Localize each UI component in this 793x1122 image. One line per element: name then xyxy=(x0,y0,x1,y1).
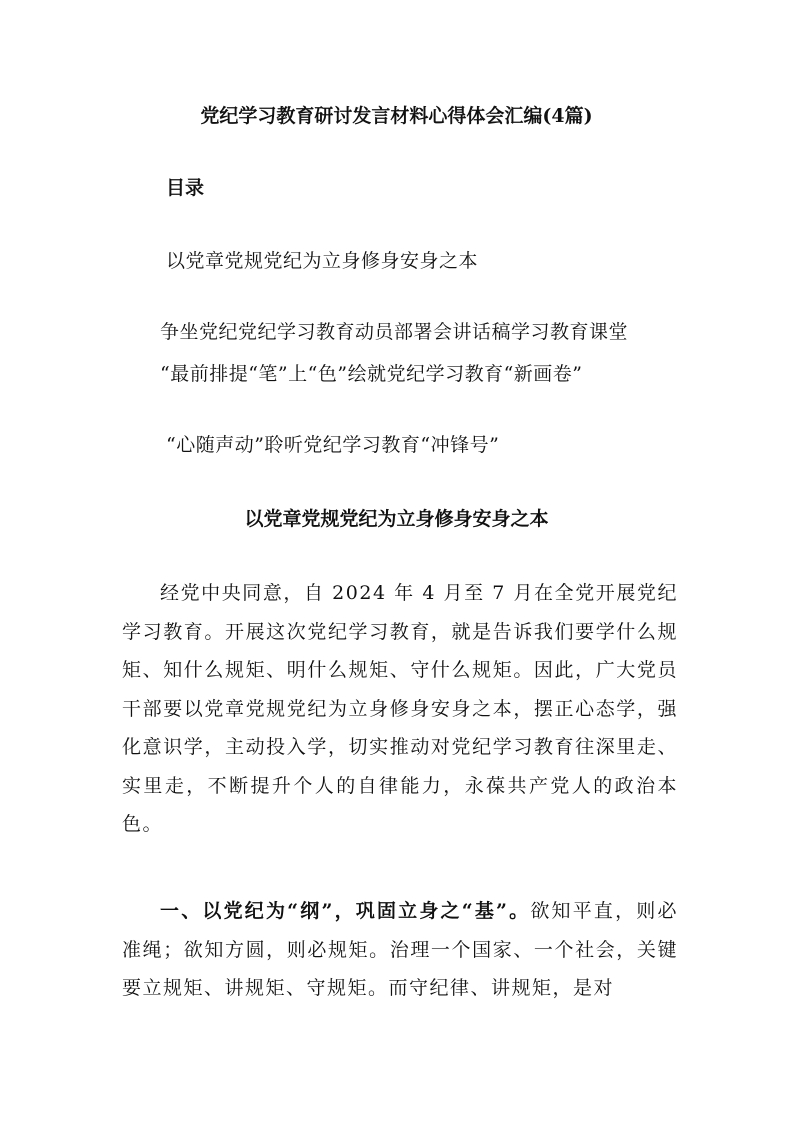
toc-item: “最前排提“笔”上“色”绘就党纪学习教育“新画卷” xyxy=(160,363,583,385)
body-paragraph: 经党中央同意，自 2024 年 4 月至 7 月在全党开展党纪学习教育。开展这次党纪学习教育，就是告诉我们要学什么规矩、知什么规矩、明什么规矩、守什么规矩。因此，广大党员干部要以党章党规党纪为立身修身安身之本，摆正心态学，强化意识学，主动投入学，切实推动对党纪学习教育往深里走、实里走，不断提升个人的自律能力，永葆共产党人的政治本色。 xyxy=(122,582,678,835)
toc-heading: 目录 xyxy=(166,177,205,199)
section-title: 以党章党规党纪为立身修身安身之本 xyxy=(244,508,549,530)
toc-item: 以党章党规党纪为立身修身安身之本 xyxy=(166,250,479,272)
paragraph-heading: 一、以党纪为“纲”，巩固立身之“基”。 xyxy=(160,900,531,922)
document-title: 党纪学习教育研讨发言材料心得体会汇编(4篇) xyxy=(200,105,593,127)
toc-item: 争坐党纪党纪学习教育动员部署会讲话稿学习教育课堂 xyxy=(160,321,629,343)
paragraph-body: 欲知平直，则必准绳；欲知方圆，则必规矩。治理一个国家、一个社会，关键要立规矩、讲规矩、守规矩。而守纪律、讲规矩，是对 xyxy=(122,900,678,999)
body-paragraph xyxy=(122,892,678,1008)
toc-item: “心随声动”聆听党纪学习教育“冲锋号” xyxy=(166,434,500,456)
